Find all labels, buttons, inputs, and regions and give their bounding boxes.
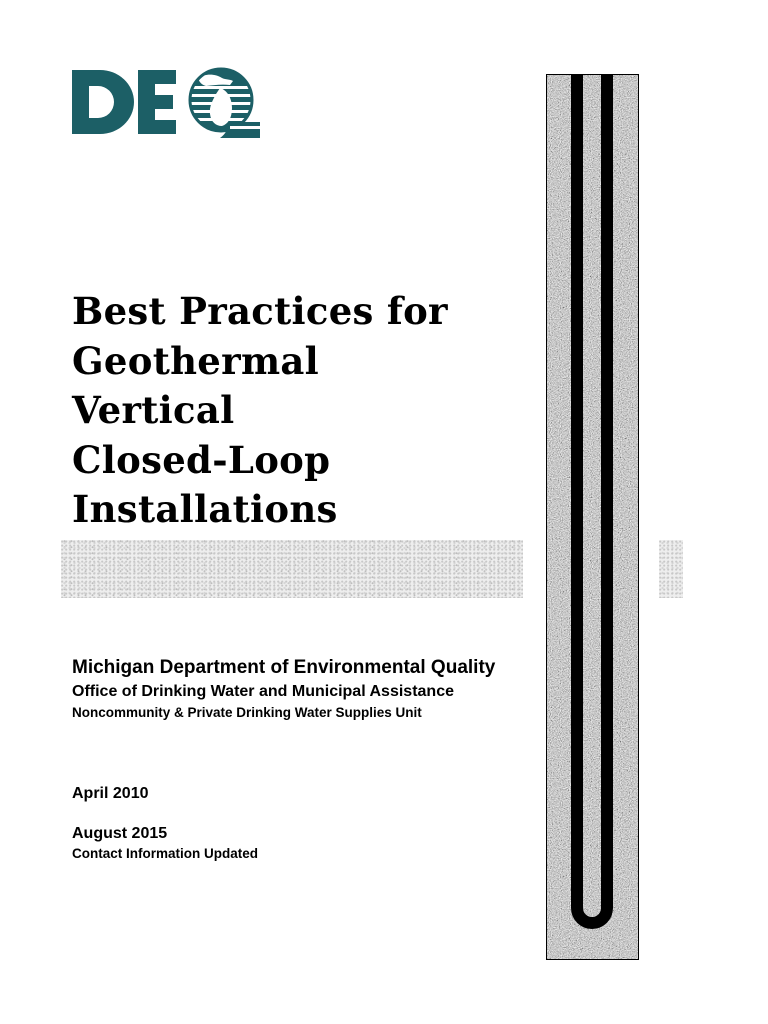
- logo-letter-e: [138, 70, 176, 134]
- grout-texture-band-right: [659, 540, 683, 598]
- deq-logo: [70, 64, 262, 142]
- document-title: [72, 287, 448, 535]
- title-line-5: Installations: [72, 487, 338, 531]
- borehole-u-loop-illustration: [546, 74, 639, 960]
- title-line-4: Closed-Loop: [72, 437, 331, 482]
- department-name: Michigan Department of Environmental Quality: [72, 657, 496, 678]
- title-line-1: Best Practices for: [72, 289, 448, 333]
- title-line-2: Geothermal: [72, 338, 320, 383]
- original-date: April 2010: [72, 785, 149, 802]
- updated-date: August 2015: [72, 825, 168, 842]
- title-line-3: Vertical: [72, 388, 235, 432]
- grout-texture-band-left: [61, 540, 523, 598]
- update-note: Contact Information Updated: [72, 846, 258, 861]
- office-name: Office of Drinking Water and Municipal Assistance: [72, 683, 454, 700]
- logo-letter-d: [72, 70, 134, 134]
- unit-name: Noncommunity & Private Drinking Water Supplies Unit: [72, 705, 422, 720]
